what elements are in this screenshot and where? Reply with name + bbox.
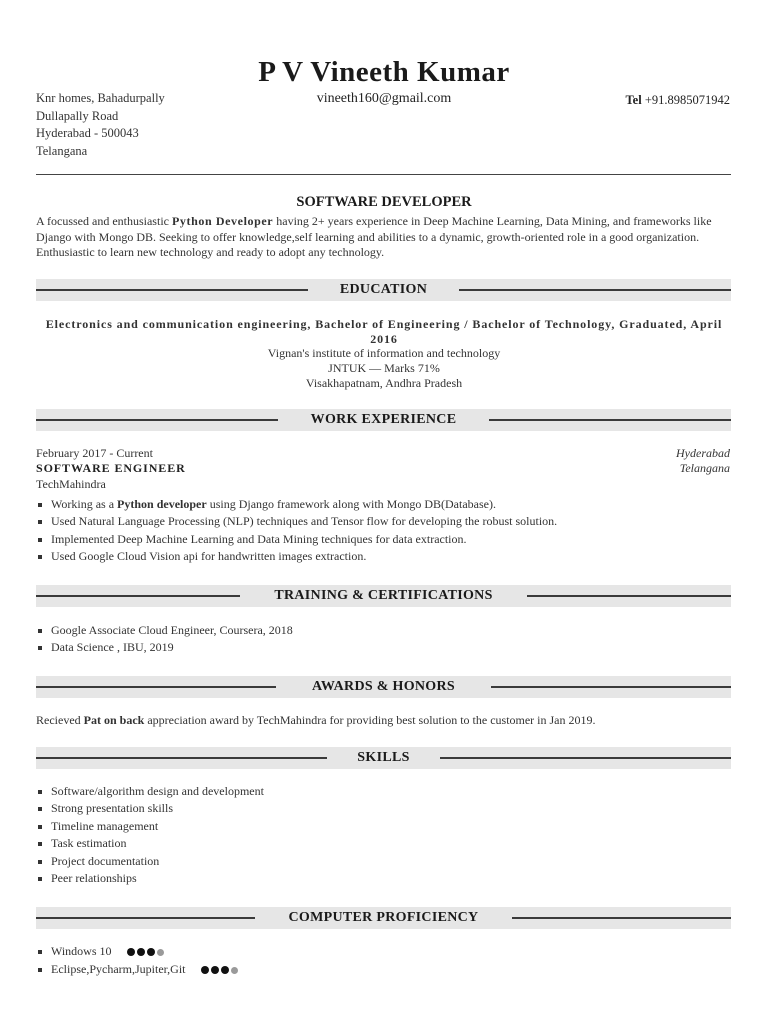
address-line: Dullapally Road: [36, 108, 119, 123]
bullet-text: Used Natural Language Processing (NLP) techniques and Tensor flow for developing the robust solution.: [51, 514, 558, 529]
job-city: Hyderabad: [676, 446, 730, 460]
list-item: Project documentation: [36, 853, 264, 870]
award-description: appreciation award by TechMahindra for providing best solution to the customer in Jan 2019.: [144, 713, 596, 727]
header-divider: [36, 174, 731, 175]
training-list: [36, 622, 293, 657]
candidate-name: P V Vineeth Kumar: [258, 56, 510, 88]
list-item: [36, 496, 557, 513]
summary-text: having 2+ years experience in Deep Machine Learning, Data Mining, and frameworks like Django with Mongo DB. Seeking to offer knowledge,self learning and abilities to a dynamic, growth-oriented role in a good organization. Enthusiastic to learn new technology and ready to adopt any technology.: [36, 214, 712, 259]
list-item: Data Science , IBU, 2019: [36, 639, 293, 656]
section-header-awards: [36, 676, 731, 698]
email-text: vineeth160@gmail.com: [316, 91, 452, 106]
job-state: Telangana: [679, 461, 730, 475]
tel-label: Tel: [625, 93, 642, 107]
summary-text: A focussed and enthusiastic: [36, 214, 172, 228]
proficiency-label: Windows 10: [51, 944, 112, 958]
list-item: Software/algorithm design and development: [36, 783, 264, 800]
rating-dot-filled-icon: [147, 948, 155, 956]
section-header-education: [36, 279, 731, 301]
rating-dot-empty-icon: [157, 949, 164, 956]
proficiency-list: [36, 943, 240, 979]
award-text: [36, 713, 596, 728]
section-header-skills: [36, 747, 731, 769]
university: JNTUK — Marks 71%: [328, 361, 440, 375]
telephone: [625, 93, 730, 108]
job-dates: February 2017 - Current: [36, 446, 153, 460]
section-header-computer-proficiency: [36, 907, 731, 929]
section-title: COMPUTER PROFICIENCY: [288, 910, 479, 925]
rating-dots: [201, 962, 240, 979]
rating-dot-filled-icon: [127, 948, 135, 956]
address-line: Knr homes, Bahadurpally: [36, 91, 165, 105]
bullet-text: using Django framework along with Mongo DB(Database).: [206, 497, 496, 511]
role-title: SOFTWARE DEVELOPER: [296, 194, 472, 210]
rating-dot-filled-icon: [201, 966, 209, 974]
degree: Electronics and communication engineering, Bachelor of Engineering / Bachelor of Technology, Graduated, April 2016: [45, 317, 723, 346]
section-title: SKILLS: [357, 750, 410, 765]
education-location: Visakhapatnam, Andhra Pradesh: [305, 376, 463, 390]
list-item: [36, 961, 240, 979]
list-item: [36, 531, 557, 548]
section-title: TRAINING & CERTIFICATIONS: [274, 588, 493, 603]
section-title: WORK EXPERIENCE: [310, 412, 457, 427]
work-bullets: [36, 496, 557, 566]
list-item: Strong presentation skills: [36, 800, 264, 817]
rating-dot-filled-icon: [211, 966, 219, 974]
address-line: Telangana: [36, 143, 88, 158]
proficiency-label: Eclipse,Pycharm,Jupiter,Git: [51, 961, 186, 976]
list-item: Peer relationships: [36, 870, 264, 887]
bullet-text: Working as a: [51, 497, 118, 511]
section-title: AWARDS & HONORS: [312, 679, 455, 694]
list-item: Google Associate Cloud Engineer, Coursera, 2018: [36, 622, 293, 639]
award-name: Pat on back: [83, 713, 145, 727]
skills-list: [36, 783, 264, 887]
section-header-training: [36, 585, 731, 607]
rating-dot-empty-icon: [231, 967, 238, 974]
summary-paragraph: [36, 214, 736, 261]
job-title: SOFTWARE ENGINEER: [36, 461, 186, 475]
institute: Vignan's institute of information and technology: [267, 346, 501, 360]
rating-dot-filled-icon: [137, 948, 145, 956]
award-prefix: Recieved: [36, 713, 84, 727]
bullet-highlight: Python developer: [117, 497, 207, 511]
rating-dot-filled-icon: [221, 966, 229, 974]
list-item: [36, 513, 557, 530]
list-item: [36, 943, 240, 961]
summary-highlight: Python Developer: [171, 214, 274, 228]
rating-dots: [127, 944, 166, 961]
bullet-text: Used Google Cloud Vision api for handwritten images extraction.: [51, 549, 367, 564]
job-location: [676, 446, 730, 476]
list-item: Task estimation: [36, 835, 264, 852]
job-company: TechMahindra: [36, 477, 106, 491]
section-header-work-experience: [36, 409, 731, 431]
address-line: Hyderabad - 500043: [36, 126, 139, 140]
list-item: Timeline management: [36, 818, 264, 835]
section-title: EDUCATION: [339, 282, 428, 297]
tel-value: +91.8985071942: [644, 93, 730, 107]
bullet-text: Implemented Deep Machine Learning and Data Mining techniques for data extraction.: [51, 531, 467, 546]
list-item: [36, 548, 557, 565]
